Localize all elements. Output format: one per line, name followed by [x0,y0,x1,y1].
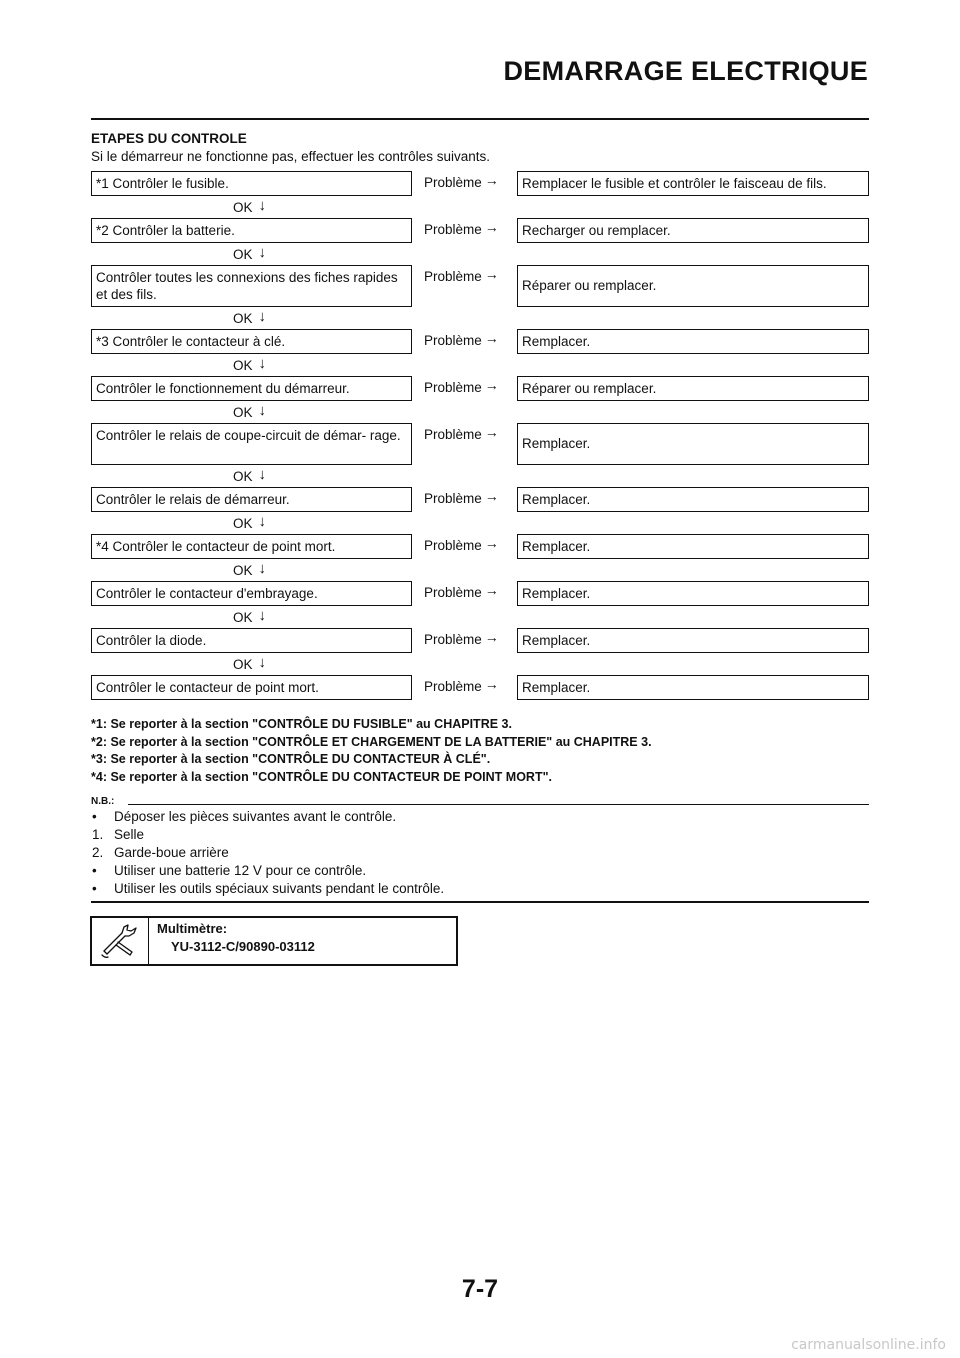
check-box: Contrôler le fonctionnement du démarreur. [91,376,412,401]
arrow-right-icon: → [484,266,499,282]
action-box: Remplacer. [517,487,869,512]
check-box: *4 Contrôler le contacteur de point mort. [91,534,412,559]
flow-step [91,675,869,700]
note-item [91,880,444,898]
action-box: Remplacer. [517,628,869,653]
ok-connector [91,401,869,423]
notes-divider [91,901,869,903]
ok-connector [91,512,869,534]
note-text: Utiliser les outils spéciaux suivants pendant le contrôle. [114,881,445,896]
note-text: Garde-boue arrière [114,845,229,860]
note-text: Utiliser une batterie 12 V pour ce contrôle. [114,863,367,878]
problem-label: Problème → [424,535,499,553]
problem-label: Problème → [424,377,499,395]
reference-notes [91,716,652,786]
check-box: Contrôler le contacteur de point mort. [91,675,412,700]
action-box: Réparer ou remplacer. [517,376,869,401]
bullet-marker: • [92,863,97,878]
problem-label: Problème → [424,330,499,348]
wrench-tool-icon [92,918,149,964]
arrow-down-icon: ↓ [258,355,267,372]
arrow-right-icon: → [484,676,499,692]
arrow-right-icon: → [484,629,499,645]
ok-connector [91,196,869,218]
ok-connector [91,243,869,265]
check-box: Contrôler toutes les connexions des fiches rapides et des fils. [91,265,412,307]
ok-label: OK [233,311,253,326]
note-label: N.B.: [91,796,115,807]
note-item [91,808,444,826]
action-box: Recharger ou remplacer. [517,218,869,243]
ok-label: OK [233,247,253,262]
bullet-marker: • [92,809,97,824]
ok-label: OK [233,516,253,531]
section-intro: Si le démarreur ne fonctionne pas, effectuer les contrôles suivants. [91,149,490,164]
action-box: Remplacer le fusible et contrôler le faisceau de fils. [517,171,869,196]
flow-step [91,265,869,307]
page-number: 7-7 [461,1275,499,1303]
problem-label: Problème → [424,424,499,442]
flow-step [91,487,869,512]
arrow-down-icon: ↓ [258,513,267,530]
flow-step [91,581,869,606]
check-box: *1 Contrôler le fusible. [91,171,412,196]
action-box: Remplacer. [517,534,869,559]
tool-part-number: YU-3112-C/90890-03112 [171,939,315,954]
action-box: Remplacer. [517,329,869,354]
ok-label: OK [233,657,253,672]
flow-step [91,423,869,465]
action-box: Remplacer. [517,423,869,465]
ok-label: OK [233,469,253,484]
action-box: Remplacer. [517,675,869,700]
flow-step [91,171,869,196]
ok-label: OK [233,563,253,578]
note-divider [128,804,869,805]
note-text: Déposer les pièces suivantes avant le contrôle. [114,809,397,824]
arrow-down-icon: ↓ [258,607,267,624]
arrow-down-icon: ↓ [258,466,267,483]
arrow-down-icon: ↓ [258,197,267,214]
number-marker: 2. [92,845,104,860]
page-title: DEMARRAGE ELECTRIQUE [503,56,868,86]
troubleshooting-flowchart [91,171,869,700]
watermark: carmanualsonline.info [791,1337,946,1353]
arrow-right-icon: → [484,424,499,440]
flow-step [91,329,869,354]
arrow-down-icon: ↓ [258,654,267,671]
arrow-right-icon: → [484,535,499,551]
ok-label: OK [233,405,253,420]
ok-connector [91,559,869,581]
ok-connector [91,465,869,487]
problem-label: Problème → [424,219,499,237]
note-item [91,844,444,862]
flow-step [91,628,869,653]
note-item [91,826,444,844]
note-list [91,808,444,898]
reference-line: *1: Se reporter à la section "CONTRÔLE DU FUSIBLE" au CHAPITRE 3. [91,717,512,731]
flow-step [91,218,869,243]
arrow-right-icon: → [484,172,499,188]
reference-line: *2: Se reporter à la section "CONTRÔLE ET CHARGEMENT DE LA BATTERIE" au CHAPITRE 3. [91,734,652,749]
reference-line: *3: Se reporter à la section "CONTRÔLE DU CONTACTEUR À CLÉ". [91,752,491,766]
check-box: *2 Contrôler la batterie. [91,218,412,243]
problem-label: Problème → [424,266,499,284]
arrow-right-icon: → [484,330,499,346]
section-heading: ETAPES DU CONTROLE [91,131,247,146]
check-box: Contrôler la diode. [91,628,412,653]
arrow-right-icon: → [484,219,499,235]
reference-line: *4: Se reporter à la section "CONTRÔLE DU CONTACTEUR DE POINT MORT". [91,769,552,784]
check-box: Contrôler le relais de coupe-circuit de démar- rage. [91,423,412,465]
ok-connector [91,606,869,628]
ok-label: OK [233,200,253,215]
ok-label: OK [233,610,253,625]
action-box: Réparer ou remplacer. [517,265,869,307]
problem-label: Problème → [424,488,499,506]
ok-connector [91,653,869,675]
arrow-right-icon: → [484,377,499,393]
problem-label: Problème → [424,172,499,190]
arrow-down-icon: ↓ [258,560,267,577]
arrow-down-icon: ↓ [258,308,267,325]
action-box: Remplacer. [517,581,869,606]
arrow-right-icon: → [484,488,499,504]
problem-label: Problème → [424,676,499,694]
special-tool-box [90,916,458,966]
check-box: Contrôler le contacteur d'embrayage. [91,581,412,606]
tool-name: Multimètre: [157,921,228,936]
ok-label: OK [233,358,253,373]
arrow-down-icon: ↓ [258,402,267,419]
ok-connector [91,307,869,329]
arrow-right-icon: → [484,582,499,598]
problem-label: Problème → [424,582,499,600]
check-box: *3 Contrôler le contacteur à clé. [91,329,412,354]
title-divider [91,118,869,120]
bullet-marker: • [92,881,97,896]
note-text: Selle [114,827,145,842]
check-box: Contrôler le relais de démarreur. [91,487,412,512]
ok-connector [91,354,869,376]
number-marker: 1. [92,827,104,842]
note-item [91,862,444,880]
problem-label: Problème → [424,629,499,647]
flow-step [91,376,869,401]
arrow-down-icon: ↓ [258,244,267,261]
flow-step [91,534,869,559]
